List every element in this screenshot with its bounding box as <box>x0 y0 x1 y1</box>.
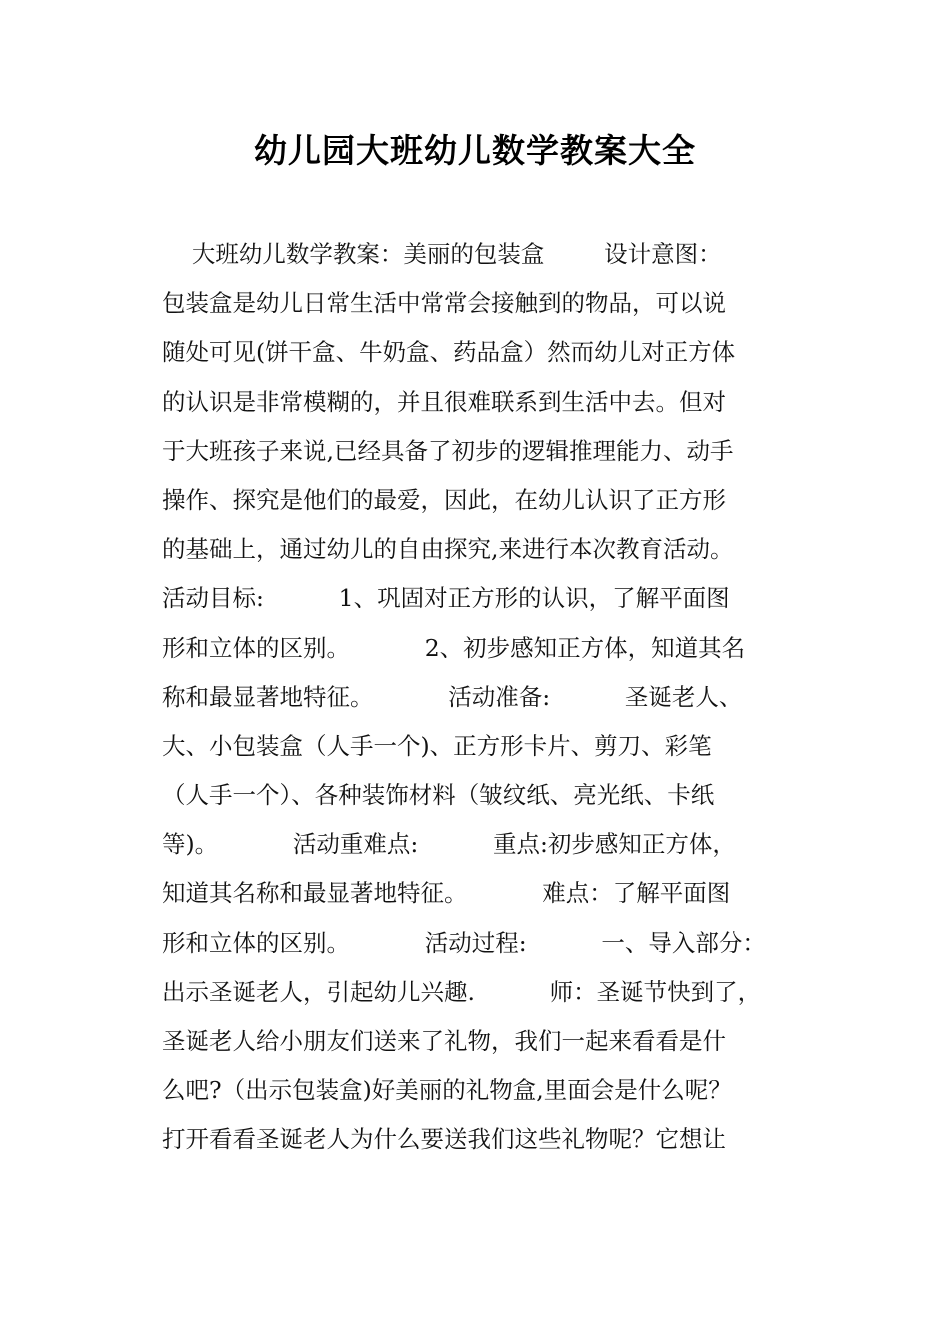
body-line: 的认识是非常模糊的，并且很难联系到生活中去。但对 <box>162 387 726 416</box>
body-line: 圣诞老人给小朋友们送来了礼物，我们一起来看看是什 <box>162 1027 726 1055</box>
body-line: 形和立体的区别。 活动过程: 一、导入部分： <box>162 928 766 957</box>
document-body <box>162 230 802 1165</box>
body-line: 大班幼儿数学教案：美丽的包装盒 设计意图： <box>162 240 722 268</box>
body-line: 操作、探究是他们的最爱，因此，在幼儿认识了正方形 <box>162 485 726 514</box>
body-line: 么吧?（出示包装盒)好美丽的礼物盒,里面会是什么呢？ <box>162 1076 732 1105</box>
body-line: 打开看看圣诞老人为什么要送我们这些礼物呢？它想让 <box>162 1125 726 1154</box>
body-line: 出示圣诞老人，引起幼儿兴趣. 师：圣诞节快到了， <box>162 977 762 1006</box>
body-line: 称和最显著地特征。 活动准备: 圣诞老人、 <box>162 682 743 711</box>
document-title: 幼儿园大班幼儿数学教案大全 <box>254 131 696 170</box>
body-line: 于大班孩子来说,已经具备了初步的逻辑推理能力、动手 <box>162 436 734 465</box>
body-line: 形和立体的区别。 2、初步感知正方体，知道其名 <box>162 633 746 662</box>
body-line: 等)。 活动重难点: 重点:初步感知正方体， <box>162 830 736 859</box>
body-line: 知道其名称和最显著地特征。 难点：了解平面图 <box>162 879 731 908</box>
body-line: 的基础上，通过幼儿的自由探究,来进行本次教育活动。 <box>162 535 734 564</box>
body-line: 大、小包装盒（人手一个)、正方形卡片、剪刀、彩笔 <box>162 731 712 760</box>
body-line: （人手一个）、各种装饰材料（皱纹纸、亮光纸、卡纸 <box>162 781 715 810</box>
body-line: 包装盒是幼儿日常生活中常常会接触到的物品，可以说 <box>162 289 726 318</box>
body-line: 活动目标: 1、巩固对正方形的认识，了解平面图 <box>162 584 730 613</box>
body-line: 随处可见(饼干盒、牛奶盒、药品盒）然而幼儿对正方体 <box>162 338 736 367</box>
